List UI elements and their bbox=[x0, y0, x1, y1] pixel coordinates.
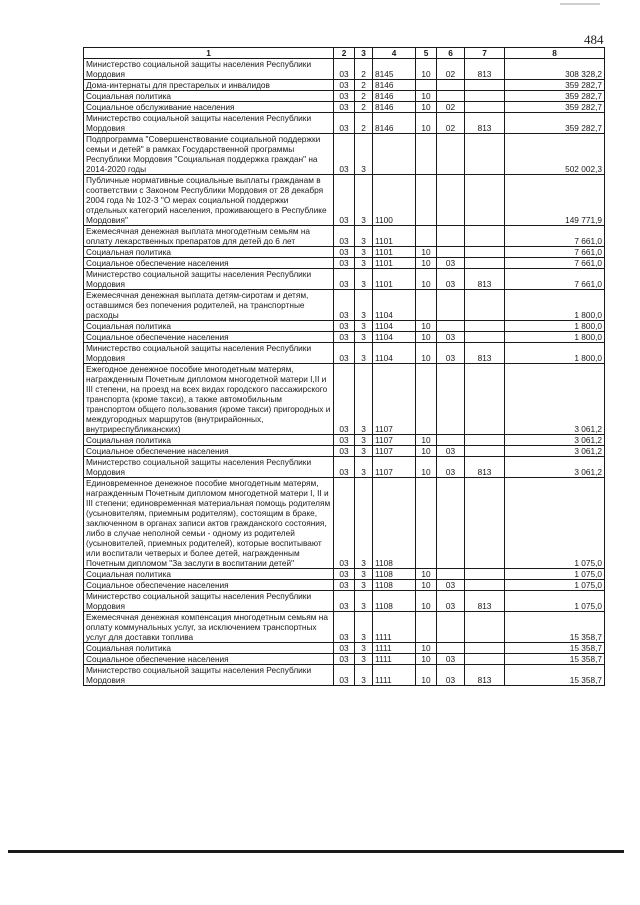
table-row bbox=[84, 612, 605, 643]
cell-code-5: 10 bbox=[416, 102, 437, 113]
cell-code-4: 1101 bbox=[373, 258, 416, 269]
cell-description: Дома-интернаты для престарелых и инвалидов bbox=[84, 80, 334, 91]
cell-code-2: 03 bbox=[334, 612, 355, 643]
cell-code-5 bbox=[416, 612, 437, 643]
cell-description: Ежемесячная денежная компенсация многодетным семьям на оплату коммунальных услуг, за исключением транспортных услуг для доставки топлива bbox=[84, 612, 334, 643]
cell-code-5: 10 bbox=[416, 569, 437, 580]
cell-amount: 1 075,0 bbox=[505, 478, 605, 569]
table-row bbox=[84, 643, 605, 654]
cell-amount: 3 061,2 bbox=[505, 457, 605, 478]
cell-code-2: 03 bbox=[334, 258, 355, 269]
cell-code-5: 10 bbox=[416, 91, 437, 102]
cell-amount: 359 282,7 bbox=[505, 102, 605, 113]
cell-code-5: 10 bbox=[416, 654, 437, 665]
cell-code-2: 03 bbox=[334, 247, 355, 258]
cell-code-2: 03 bbox=[334, 364, 355, 435]
cell-code-2: 03 bbox=[334, 478, 355, 569]
cell-code-7 bbox=[465, 478, 505, 569]
cell-code-7 bbox=[465, 80, 505, 91]
cell-code-3: 2 bbox=[355, 80, 373, 91]
cell-code-5: 10 bbox=[416, 343, 437, 364]
cell-code-3: 3 bbox=[355, 591, 373, 612]
cell-code-6: 03 bbox=[437, 446, 465, 457]
cell-code-6: 03 bbox=[437, 343, 465, 364]
table-row bbox=[84, 446, 605, 457]
table-row bbox=[84, 91, 605, 102]
table-row bbox=[84, 113, 605, 134]
cell-code-6 bbox=[437, 612, 465, 643]
cell-description: Социальное обслуживание населения bbox=[84, 102, 334, 113]
cell-code-7 bbox=[465, 102, 505, 113]
table-row bbox=[84, 321, 605, 332]
cell-code-6: 03 bbox=[437, 258, 465, 269]
table-row bbox=[84, 569, 605, 580]
cell-code-6: 02 bbox=[437, 59, 465, 80]
cell-code-5: 10 bbox=[416, 113, 437, 134]
cell-code-7 bbox=[465, 134, 505, 175]
cell-code-5: 10 bbox=[416, 258, 437, 269]
cell-description: Социальная политика bbox=[84, 569, 334, 580]
cell-code-4: 1108 bbox=[373, 569, 416, 580]
cell-code-4: 1111 bbox=[373, 643, 416, 654]
cell-amount: 7 661,0 bbox=[505, 258, 605, 269]
cell-code-2: 03 bbox=[334, 332, 355, 343]
cell-code-6: 03 bbox=[437, 332, 465, 343]
cell-code-5: 10 bbox=[416, 665, 437, 686]
cell-code-6 bbox=[437, 478, 465, 569]
cell-amount: 1 075,0 bbox=[505, 580, 605, 591]
cell-code-7: 813 bbox=[465, 665, 505, 686]
cell-code-5: 10 bbox=[416, 247, 437, 258]
cell-code-4: 1107 bbox=[373, 446, 416, 457]
cell-description: Социальное обеспечение населения bbox=[84, 580, 334, 591]
cell-amount: 3 061,2 bbox=[505, 364, 605, 435]
cell-code-4: 1104 bbox=[373, 343, 416, 364]
cell-code-3: 3 bbox=[355, 332, 373, 343]
cell-code-2: 03 bbox=[334, 569, 355, 580]
table-row bbox=[84, 102, 605, 113]
cell-description: Социальное обеспечение населения bbox=[84, 332, 334, 343]
cell-code-6 bbox=[437, 80, 465, 91]
cell-description: Подпрограмма "Совершенствование социальной поддержки семьи и детей" в рамках Государственной программы Республики Мордовия "Социальная поддержка граждан" на 2014-2020 годы bbox=[84, 134, 334, 175]
cell-code-5: 10 bbox=[416, 435, 437, 446]
cell-description: Министерство социальной защиты населения Республики Мордовия bbox=[84, 591, 334, 612]
budget-table bbox=[83, 47, 605, 686]
cell-code-2: 03 bbox=[334, 226, 355, 247]
cell-code-7: 813 bbox=[465, 59, 505, 80]
cell-code-2: 03 bbox=[334, 343, 355, 364]
table-row bbox=[84, 332, 605, 343]
cell-code-4 bbox=[373, 134, 416, 175]
cell-code-4: 1108 bbox=[373, 478, 416, 569]
cell-code-6 bbox=[437, 175, 465, 226]
cell-code-5: 10 bbox=[416, 332, 437, 343]
cell-code-2: 03 bbox=[334, 269, 355, 290]
table-row bbox=[84, 290, 605, 321]
cell-code-4: 8146 bbox=[373, 113, 416, 134]
cell-amount: 1 800,0 bbox=[505, 332, 605, 343]
cell-code-7 bbox=[465, 446, 505, 457]
table-header-row bbox=[84, 48, 605, 59]
cell-code-4: 1107 bbox=[373, 457, 416, 478]
cell-code-7 bbox=[465, 91, 505, 102]
cell-code-6: 03 bbox=[437, 654, 465, 665]
page-number: 484 bbox=[584, 32, 604, 47]
cell-code-7 bbox=[465, 435, 505, 446]
cell-amount: 1 075,0 bbox=[505, 569, 605, 580]
header-cell-code-3: 3 bbox=[355, 48, 373, 59]
cell-code-6 bbox=[437, 321, 465, 332]
cell-code-2: 03 bbox=[334, 91, 355, 102]
cell-description: Публичные нормативные социальные выплаты гражданам в соответствии с Законом Республики Мордовия от 28 декабря 2004 года № 102-З "О мерах социальной поддержки отдельных категорий населения, проживающего в Республике Мордовия" bbox=[84, 175, 334, 226]
header-cell-code-2: 2 bbox=[334, 48, 355, 59]
cell-code-3: 3 bbox=[355, 343, 373, 364]
cell-code-7 bbox=[465, 226, 505, 247]
table-row bbox=[84, 59, 605, 80]
cell-description: Социальная политика bbox=[84, 247, 334, 258]
cell-description: Министерство социальной защиты населения Республики Мордовия bbox=[84, 665, 334, 686]
cell-code-6 bbox=[437, 364, 465, 435]
budget-table-container bbox=[83, 47, 605, 686]
cell-amount: 1 800,0 bbox=[505, 343, 605, 364]
cell-code-6: 02 bbox=[437, 113, 465, 134]
cell-description: Министерство социальной защиты населения Республики Мордовия bbox=[84, 269, 334, 290]
cell-code-3: 3 bbox=[355, 258, 373, 269]
table-row bbox=[84, 258, 605, 269]
table-row bbox=[84, 457, 605, 478]
cell-code-4: 1100 bbox=[373, 175, 416, 226]
cell-amount: 3 061,2 bbox=[505, 446, 605, 457]
cell-code-6: 02 bbox=[437, 102, 465, 113]
cell-code-7: 813 bbox=[465, 343, 505, 364]
cell-amount: 359 282,7 bbox=[505, 91, 605, 102]
cell-code-6: 03 bbox=[437, 591, 465, 612]
bottom-rule bbox=[8, 850, 624, 853]
cell-code-7 bbox=[465, 643, 505, 654]
cell-code-4: 1104 bbox=[373, 290, 416, 321]
cell-code-2: 03 bbox=[334, 113, 355, 134]
cell-description: Социальная политика bbox=[84, 91, 334, 102]
cell-description: Социальное обеспечение населения bbox=[84, 258, 334, 269]
cell-code-7 bbox=[465, 612, 505, 643]
cell-description: Социальное обеспечение населения bbox=[84, 654, 334, 665]
cell-amount: 359 282,7 bbox=[505, 80, 605, 91]
cell-code-3: 3 bbox=[355, 247, 373, 258]
cell-code-3: 3 bbox=[355, 175, 373, 226]
cell-code-4: 1111 bbox=[373, 654, 416, 665]
cell-amount: 15 358,7 bbox=[505, 654, 605, 665]
cell-code-5: 10 bbox=[416, 580, 437, 591]
table-row bbox=[84, 478, 605, 569]
cell-code-2: 03 bbox=[334, 580, 355, 591]
cell-code-2: 03 bbox=[334, 643, 355, 654]
cell-code-5 bbox=[416, 226, 437, 247]
table-row bbox=[84, 269, 605, 290]
cell-description: Ежегодное денежное пособие многодетным матерям, награжденным Почетным дипломом многодетной матери I,II и III степени, на проезд на всех видах городского пассажирского транспорта (кроме такси), а также автомобильным транспортом общего пользования (кроме такси) пригородных и междугородных маршрутов (внутрирайонных, внутриреспубликанских) bbox=[84, 364, 334, 435]
cell-code-5 bbox=[416, 175, 437, 226]
cell-code-7 bbox=[465, 258, 505, 269]
cell-description: Ежемесячная денежная выплата детям-сиротам и детям, оставшимся без попечения родителей, на транспортные расходы bbox=[84, 290, 334, 321]
cell-code-5 bbox=[416, 134, 437, 175]
table-row bbox=[84, 364, 605, 435]
header-cell-code-4: 4 bbox=[373, 48, 416, 59]
table-row bbox=[84, 654, 605, 665]
table-row bbox=[84, 80, 605, 91]
cell-amount: 7 661,0 bbox=[505, 226, 605, 247]
cell-code-7 bbox=[465, 247, 505, 258]
cell-description: Единовременное денежное пособие многодетным матерям, награжденным Почетным дипломом многодетной матери I, II и III степени; единовременная материальная помощь родителям (усыновителям, приемным родителям), состоящим в браке, заключенном в органах записи актов гражданского состояния, либо в случае неполной семьи - одному из родителей (усыновителей, приемных родителей), которые воспитывают или воспитали четверых и более детей, награжденным Почетным дипломом "За заслуги в воспитании детей" bbox=[84, 478, 334, 569]
cell-code-4: 1111 bbox=[373, 612, 416, 643]
cell-code-6: 03 bbox=[437, 580, 465, 591]
cell-amount: 15 358,7 bbox=[505, 643, 605, 654]
cell-code-2: 03 bbox=[334, 175, 355, 226]
cell-code-4: 1104 bbox=[373, 321, 416, 332]
cell-code-4: 1101 bbox=[373, 226, 416, 247]
table-row bbox=[84, 226, 605, 247]
table-row bbox=[84, 580, 605, 591]
cell-code-6 bbox=[437, 134, 465, 175]
cell-code-7 bbox=[465, 364, 505, 435]
cell-amount: 1 800,0 bbox=[505, 321, 605, 332]
cell-code-3: 3 bbox=[355, 435, 373, 446]
cell-amount: 15 358,7 bbox=[505, 665, 605, 686]
cell-code-2: 03 bbox=[334, 102, 355, 113]
cell-amount: 7 661,0 bbox=[505, 269, 605, 290]
cell-code-3: 3 bbox=[355, 321, 373, 332]
cell-amount: 7 661,0 bbox=[505, 247, 605, 258]
cell-code-6 bbox=[437, 247, 465, 258]
cell-code-4: 1111 bbox=[373, 665, 416, 686]
cell-amount: 15 358,7 bbox=[505, 612, 605, 643]
cell-amount: 359 282,7 bbox=[505, 113, 605, 134]
table-row bbox=[84, 435, 605, 446]
cell-description: Социальная политика bbox=[84, 435, 334, 446]
cell-code-2: 03 bbox=[334, 457, 355, 478]
cell-code-7 bbox=[465, 569, 505, 580]
cell-code-2: 03 bbox=[334, 134, 355, 175]
cell-description: Министерство социальной защиты населения Республики Мордовия bbox=[84, 343, 334, 364]
cell-code-7: 813 bbox=[465, 113, 505, 134]
cell-code-5 bbox=[416, 364, 437, 435]
cell-code-4: 8145 bbox=[373, 59, 416, 80]
cell-code-6: 03 bbox=[437, 269, 465, 290]
cell-code-2: 03 bbox=[334, 435, 355, 446]
cell-code-3: 2 bbox=[355, 91, 373, 102]
cell-code-3: 3 bbox=[355, 643, 373, 654]
cell-code-2: 03 bbox=[334, 290, 355, 321]
cell-code-3: 3 bbox=[355, 569, 373, 580]
header-cell-description: 1 bbox=[84, 48, 334, 59]
cell-code-6 bbox=[437, 226, 465, 247]
cell-code-3: 3 bbox=[355, 580, 373, 591]
cell-code-3: 2 bbox=[355, 102, 373, 113]
header-cell-code-6: 6 bbox=[437, 48, 465, 59]
table-row bbox=[84, 247, 605, 258]
cell-code-5 bbox=[416, 478, 437, 569]
header-cell-amount: 8 bbox=[505, 48, 605, 59]
cell-code-4: 1107 bbox=[373, 435, 416, 446]
table-row bbox=[84, 591, 605, 612]
cell-amount: 1 075,0 bbox=[505, 591, 605, 612]
cell-code-2: 03 bbox=[334, 665, 355, 686]
cell-code-4: 1104 bbox=[373, 332, 416, 343]
cell-code-7: 813 bbox=[465, 457, 505, 478]
cell-code-7 bbox=[465, 654, 505, 665]
cell-code-4: 1107 bbox=[373, 364, 416, 435]
header-cell-code-7: 7 bbox=[465, 48, 505, 59]
table-row bbox=[84, 665, 605, 686]
cell-code-3: 2 bbox=[355, 113, 373, 134]
cell-code-3: 2 bbox=[355, 59, 373, 80]
cell-description: Социальная политика bbox=[84, 321, 334, 332]
cell-code-7: 813 bbox=[465, 269, 505, 290]
cell-code-2: 03 bbox=[334, 654, 355, 665]
cell-code-6: 03 bbox=[437, 457, 465, 478]
cell-code-5: 10 bbox=[416, 643, 437, 654]
cell-code-4: 8146 bbox=[373, 91, 416, 102]
cell-code-4: 1101 bbox=[373, 247, 416, 258]
cell-code-3: 3 bbox=[355, 665, 373, 686]
cell-amount: 502 002,3 bbox=[505, 134, 605, 175]
scan-mark bbox=[560, 3, 600, 5]
cell-code-7 bbox=[465, 580, 505, 591]
cell-code-2: 03 bbox=[334, 446, 355, 457]
cell-description: Министерство социальной защиты населения Республики Мордовия bbox=[84, 457, 334, 478]
cell-amount: 1 800,0 bbox=[505, 290, 605, 321]
cell-amount: 3 061,2 bbox=[505, 435, 605, 446]
cell-code-5 bbox=[416, 80, 437, 91]
cell-code-4: 8146 bbox=[373, 80, 416, 91]
cell-description: Социальная политика bbox=[84, 643, 334, 654]
cell-description: Ежемесячная денежная выплата многодетным семьям на оплату лекарственных препаратов для детей до 6 лет bbox=[84, 226, 334, 247]
cell-amount: 149 771,9 bbox=[505, 175, 605, 226]
cell-code-5: 10 bbox=[416, 591, 437, 612]
table-row bbox=[84, 134, 605, 175]
cell-code-3: 3 bbox=[355, 478, 373, 569]
cell-code-3: 3 bbox=[355, 226, 373, 247]
cell-code-6: 03 bbox=[437, 665, 465, 686]
cell-description: Министерство социальной защиты населения Республики Мордовия bbox=[84, 59, 334, 80]
cell-code-2: 03 bbox=[334, 59, 355, 80]
cell-code-3: 3 bbox=[355, 134, 373, 175]
cell-code-6 bbox=[437, 643, 465, 654]
cell-code-5: 10 bbox=[416, 321, 437, 332]
cell-code-5 bbox=[416, 290, 437, 321]
cell-code-7 bbox=[465, 175, 505, 226]
cell-code-3: 3 bbox=[355, 290, 373, 321]
cell-code-3: 3 bbox=[355, 364, 373, 435]
header-cell-code-5: 5 bbox=[416, 48, 437, 59]
cell-code-3: 3 bbox=[355, 612, 373, 643]
cell-code-5: 10 bbox=[416, 446, 437, 457]
cell-code-5: 10 bbox=[416, 457, 437, 478]
cell-code-7 bbox=[465, 290, 505, 321]
cell-code-3: 3 bbox=[355, 654, 373, 665]
cell-code-5: 10 bbox=[416, 59, 437, 80]
cell-description: Министерство социальной защиты населения Республики Мордовия bbox=[84, 113, 334, 134]
cell-code-4: 1101 bbox=[373, 269, 416, 290]
cell-code-7: 813 bbox=[465, 591, 505, 612]
cell-code-7 bbox=[465, 321, 505, 332]
cell-code-7 bbox=[465, 332, 505, 343]
cell-code-2: 03 bbox=[334, 321, 355, 332]
cell-code-4: 8146 bbox=[373, 102, 416, 113]
cell-code-3: 3 bbox=[355, 446, 373, 457]
table-row bbox=[84, 343, 605, 364]
cell-code-3: 3 bbox=[355, 269, 373, 290]
cell-code-4: 1108 bbox=[373, 591, 416, 612]
cell-code-3: 3 bbox=[355, 457, 373, 478]
cell-code-6 bbox=[437, 435, 465, 446]
cell-amount: 308 328,2 bbox=[505, 59, 605, 80]
cell-code-2: 03 bbox=[334, 591, 355, 612]
cell-code-4: 1108 bbox=[373, 580, 416, 591]
cell-code-5: 10 bbox=[416, 269, 437, 290]
cell-code-2: 03 bbox=[334, 80, 355, 91]
cell-description: Социальное обеспечение населения bbox=[84, 446, 334, 457]
table-row bbox=[84, 175, 605, 226]
cell-code-6 bbox=[437, 569, 465, 580]
cell-code-6 bbox=[437, 290, 465, 321]
cell-code-6 bbox=[437, 91, 465, 102]
